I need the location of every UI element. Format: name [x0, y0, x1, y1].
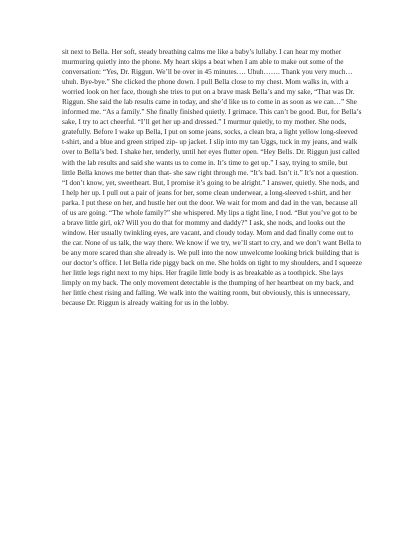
story-paragraph: sit next to Bella. Her soft, steady breathing calms me like a baby’s lullaby. I can hear my mother murmuring quietly into the phone. My heart skips a beat when I am able to make out some of the conversation: “Yes, Dr. Riggun. We’ll be over in 45 minutes…. Uhuh……. Thank you very much… uhuh. Bye-bye.” She clicked the phone down. I pull Bella close to my chest. Mom walks in, with a worried look on her face, though she tries to put on a brave mask Bella’s and my sake, “That was Dr. Riggun. She said the lab results came in today, and she’d like us to come in as soon as we can…” She informed me. “As a family.” She finally finished quietly. I grimace. This can’t be good. But, for Bella’s sake, I try to act cheerful. “I’ll get her up and dressed.” I murmur quietly, to my mother. She nods, gratefully. Before I wake up Bella, I put on some jeans, socks, a clean bra, a light yellow long-sleeved t-shirt, and a blue and green striped zip- up jacket. I slip into my tan Uggs, tuck in my jeans, and walk over to Bella’s bed. I shake her, tenderly, until her eyes flutter open. “Hey Bells. Dr. Riggun just called with the lab results and said she wants us to come in. It’s time to get up.” I say, trying to smile, but little Bella knows me better than that- she saw right through me. “It’s bad. Isn’t it.” It’s not a question. “I don’t know, yet, sweetheart. But, I promise it’s going to be alright.” I answer, quietly. She nods, and I help her up. I pull out a pair of jeans for her, some clean underwear, a long-sleeved t-shirt, and her parka. I put these on her, and hustle her out the door. We wait for mom and dad in the van, because all of us are going. “The whole family?” she whispered. My lips a tight line, I nod. “But you’ve got to be a brave little girl, ok? Will you do that for mommy and daddy?” I ask, she nods, and looks out the window. Her usually twinkling eyes, are vacant, and cloudy today. Mom and dad finally come out to the car. None of us talk, the way there. We know if we try, we’ll start to cry, and we don’t want Bella to be any more scared than she already is. We pull into the now unwelcome looking brick building that is our doctor’s office. I let Bella ride piggy back on me. She holds on tight to my shoulders, and I squeeze her little legs right next to my hips. Her fragile little body is as breakable as a toothpick. She lays limply on my back. The only movement detectable is the thumping of her heartbeat on my back, and her little chest rising and falling. We walk into the waiting room, but obviously, this is unnecessary, because Dr. Riggun is already waiting for us in the lobby. [62, 48, 362, 308]
